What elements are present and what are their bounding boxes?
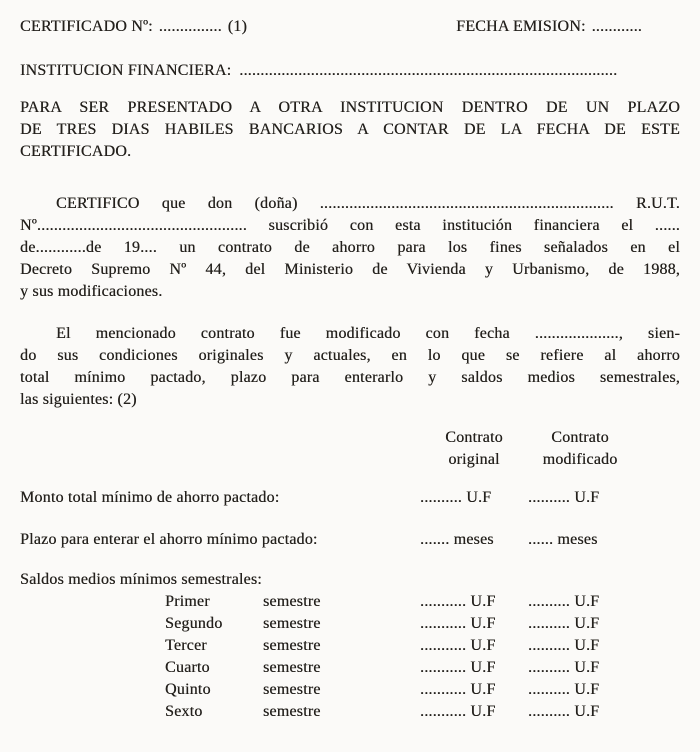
certification-line: Nº.................................................. suscribió con esta institución financiera el ...... [20, 217, 680, 234]
certification-line: y sus modificaciones. [20, 283, 163, 300]
semester-original-blank: ........... U.F [420, 615, 496, 632]
certificate-number-label: CERTIFICADO Nº: [20, 18, 153, 35]
total-savings-label: Monto total mínimo de ahorro pactado: [20, 489, 280, 506]
semester-word: semestre [263, 703, 321, 720]
institution-label: INSTITUCION FINANCIERA: [20, 62, 232, 79]
semester-original-blank: ........... U.F [420, 703, 496, 720]
certification-line: CERTIFICO que don (doña) ...................................................................... R.U.T. [56, 195, 680, 212]
semester-original-blank: ........... U.F [420, 659, 496, 676]
semester-row-6 [20, 701, 680, 723]
semester-word: semestre [263, 593, 321, 610]
semester-original-blank: ........... U.F [420, 593, 496, 610]
semester-ordinal: Cuarto [165, 659, 210, 676]
savings-term-original-blank: ....... meses [420, 531, 494, 548]
institution-line [20, 60, 680, 82]
semester-ordinal: Quinto [165, 681, 211, 698]
savings-term-modified-blank: ...... meses [528, 531, 598, 548]
certificate-number-line [20, 16, 247, 38]
footnote-ref-1: (1) [227, 18, 248, 35]
column-header-original [420, 427, 528, 471]
emission-date-blank: ............ [591, 18, 642, 35]
semester-word: semestre [263, 659, 321, 676]
column-header-original-line2: original [448, 451, 500, 468]
modification-paragraph [20, 323, 680, 411]
semester-row-5 [20, 679, 680, 701]
semester-row-2 [20, 613, 680, 635]
semester-balances-heading: Saldos medios mínimos semestrales: [20, 571, 262, 588]
semester-row-4 [20, 657, 680, 679]
emission-date-line [456, 16, 642, 38]
presentation-line: DE TRES DIAS HABILES BANCARIOS A CONTAR DE LA FECHA DE ESTE [20, 121, 680, 138]
semester-row-3 [20, 635, 680, 657]
savings-term-row [20, 529, 680, 551]
institution-blank: .......................................................................................... [239, 62, 618, 79]
certificate-number-blank: ............... [158, 18, 222, 35]
semester-row-1 [20, 591, 680, 613]
semester-original-blank: ........... U.F [420, 681, 496, 698]
semester-ordinal: Primer [165, 593, 210, 610]
presentation-notice-paragraph [20, 97, 680, 163]
presentation-line: PARA SER PRESENTADO A OTRA INSTITUCION DENTRO DE UN PLAZO [20, 99, 680, 116]
conditions-table-header [20, 427, 680, 471]
semester-modified-blank: .......... U.F [528, 703, 600, 720]
modification-line: El mencionado contrato fue modificado con fecha ...................., sien- [56, 325, 680, 342]
semester-ordinal: Sexto [165, 703, 203, 720]
header-row [20, 16, 680, 38]
semester-ordinal: Segundo [165, 615, 223, 632]
certification-line: Decreto Supremo Nº 44, del Ministerio de Vivienda y Urbanismo, de 1988, [20, 261, 680, 278]
column-header-original-line1: Contrato [445, 429, 503, 446]
semester-word: semestre [263, 637, 321, 654]
presentation-line: CERTIFICADO. [20, 143, 132, 160]
total-savings-modified-blank: .......... U.F [528, 489, 600, 506]
column-header-modified-line1: Contrato [551, 429, 609, 446]
semester-original-blank: ........... U.F [420, 637, 496, 654]
modification-line: total mínimo pactado, plazo para enterarlo y saldos medios semestrales, [20, 369, 680, 386]
semester-modified-blank: .......... U.F [528, 637, 600, 654]
total-savings-row [20, 487, 680, 509]
semester-modified-blank: .......... U.F [528, 615, 600, 632]
savings-term-label: Plazo para enterar el ahorro mínimo pactado: [20, 531, 318, 548]
modification-line: las siguientes: (2) [20, 391, 137, 408]
modification-line: do sus condiciones originales y actuales, en lo que se refiere al ahorro [20, 347, 680, 364]
semester-word: semestre [263, 681, 321, 698]
total-savings-original-blank: .......... U.F [420, 489, 492, 506]
certification-paragraph [20, 193, 680, 303]
semester-ordinal: Tercer [165, 637, 207, 654]
certification-line: de............de 19.... un contrato de ahorro para los fines señalados en el [20, 239, 680, 256]
semester-modified-blank: .......... U.F [528, 659, 600, 676]
semester-word: semestre [263, 615, 321, 632]
semester-modified-blank: .......... U.F [528, 593, 600, 610]
column-header-modified [528, 427, 632, 471]
column-header-modified-line2: modificado [542, 451, 618, 468]
emission-date-label: FECHA EMISION: [456, 18, 586, 35]
semester-modified-blank: .......... U.F [528, 681, 600, 698]
